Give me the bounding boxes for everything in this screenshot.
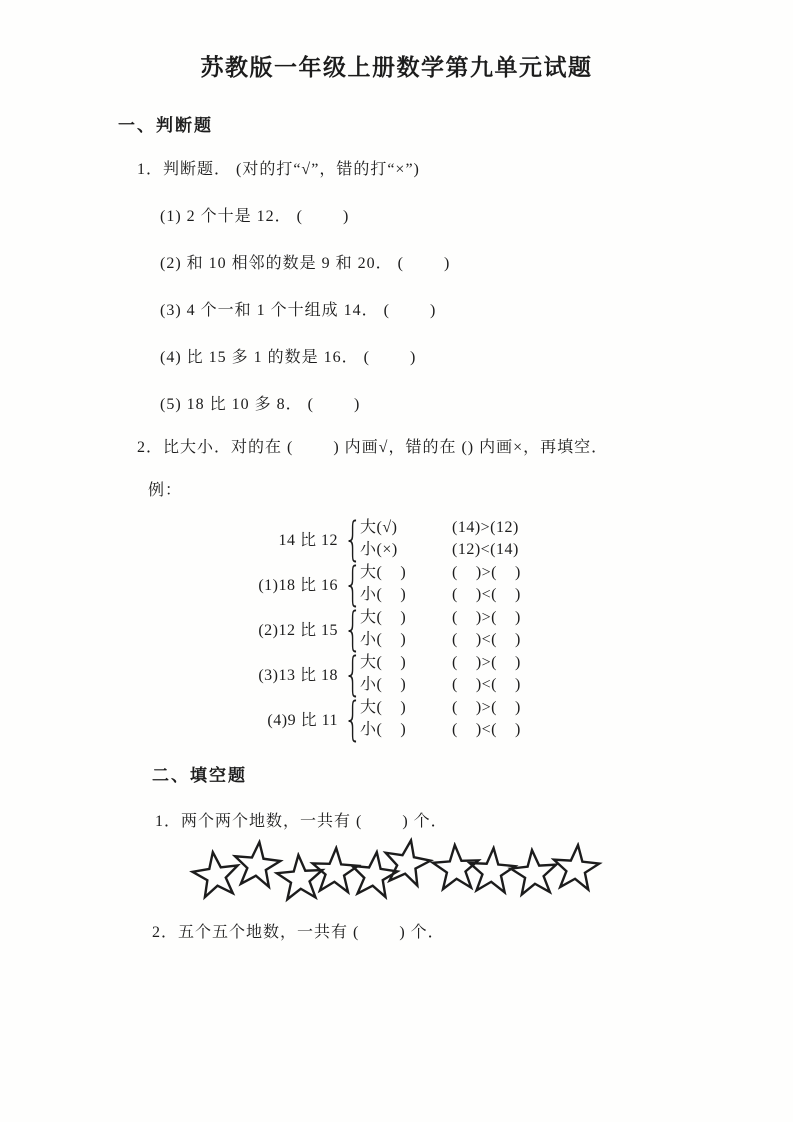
brace-icon: { xyxy=(343,601,362,656)
brace-icon: { xyxy=(343,511,362,566)
big-option: 大( ) xyxy=(360,563,407,581)
small-comparison: ( )<( ) xyxy=(452,720,521,738)
row-label: (3)13 比 18 xyxy=(258,667,338,684)
big-option: 大(√) xyxy=(360,518,398,536)
small-comparison: ( )<( ) xyxy=(452,630,521,648)
fill-blank-question-2: 2．五个五个地数，一共有 ( ) 个． xyxy=(152,924,445,941)
star-outline-icon xyxy=(377,833,437,893)
row-label: (2)12 比 15 xyxy=(258,622,338,639)
small-comparison: ( )<( ) xyxy=(452,675,521,693)
comparison-column xyxy=(452,607,610,651)
judgment-item-1: (1) 2 个十是 12． ( ) xyxy=(160,208,350,225)
small-option: 小( ) xyxy=(360,720,407,738)
comparison-column xyxy=(452,697,610,741)
star-outline-icon xyxy=(548,840,604,896)
option-column xyxy=(360,607,452,651)
judgment-item-2: (2) 和 10 相邻的数是 9 和 20． ( ) xyxy=(160,255,451,272)
judgment-intro: 1．判断题． (对的打“√”，错的打“×”) xyxy=(137,161,420,178)
big-option: 大( ) xyxy=(360,698,407,716)
option-column xyxy=(360,652,452,696)
big-comparison: ( )>( ) xyxy=(452,563,521,581)
section-2-heading: 二、填空题 xyxy=(152,766,247,785)
big-comparison: ( )>( ) xyxy=(452,653,521,671)
page-title: 苏教版一年级上册数学第九单元试题 xyxy=(200,54,593,80)
small-option: 小( ) xyxy=(360,585,407,603)
small-comparison: (12)<(14) xyxy=(452,540,519,558)
row-label: (4)9 比 11 xyxy=(267,712,338,729)
compare-intro: 2．比大小．对的在 ( ) 内画√，错的在 () 内画×，再填空． xyxy=(137,439,609,456)
big-option: 大( ) xyxy=(360,653,407,671)
fill-blank-question-1: 1．两个两个地数，一共有 ( ) 个． xyxy=(155,813,448,830)
example-label: 例： xyxy=(148,482,183,499)
section-1-heading: 一、判断题 xyxy=(118,116,213,135)
small-comparison: ( )<( ) xyxy=(452,585,521,603)
comparison-row-1 xyxy=(190,556,793,611)
small-option: 小( ) xyxy=(360,675,407,693)
comparison-table xyxy=(190,511,793,746)
row-label: 14 比 12 xyxy=(278,532,338,549)
option-column xyxy=(360,562,452,606)
comparison-row-example xyxy=(190,511,793,566)
row-label: (1)18 比 16 xyxy=(258,577,338,594)
small-option: 小( ) xyxy=(360,630,407,648)
big-comparison: ( )>( ) xyxy=(452,608,521,626)
comparison-row-4 xyxy=(190,691,793,746)
judgment-item-5: (5) 18 比 10 多 8． ( ) xyxy=(160,396,361,413)
comparison-column xyxy=(452,562,610,606)
judgment-item-3: (3) 4 个一和 1 个十组成 14． ( ) xyxy=(160,302,437,319)
option-column xyxy=(360,517,452,561)
small-option: 小(×) xyxy=(360,540,398,558)
big-comparison: (14)>(12) xyxy=(452,518,519,536)
brace-icon: { xyxy=(343,556,362,611)
comparison-column xyxy=(452,517,610,561)
comparison-row-3 xyxy=(190,646,793,701)
big-comparison: ( )>( ) xyxy=(452,698,521,716)
comparison-column xyxy=(452,652,610,696)
option-column xyxy=(360,697,452,741)
brace-icon: { xyxy=(343,646,362,701)
big-option: 大( ) xyxy=(360,608,407,626)
stars-row xyxy=(190,839,620,909)
judgment-item-4: (4) 比 15 多 1 的数是 16． ( ) xyxy=(160,349,417,366)
brace-icon: { xyxy=(343,691,362,746)
comparison-row-2 xyxy=(190,601,793,656)
